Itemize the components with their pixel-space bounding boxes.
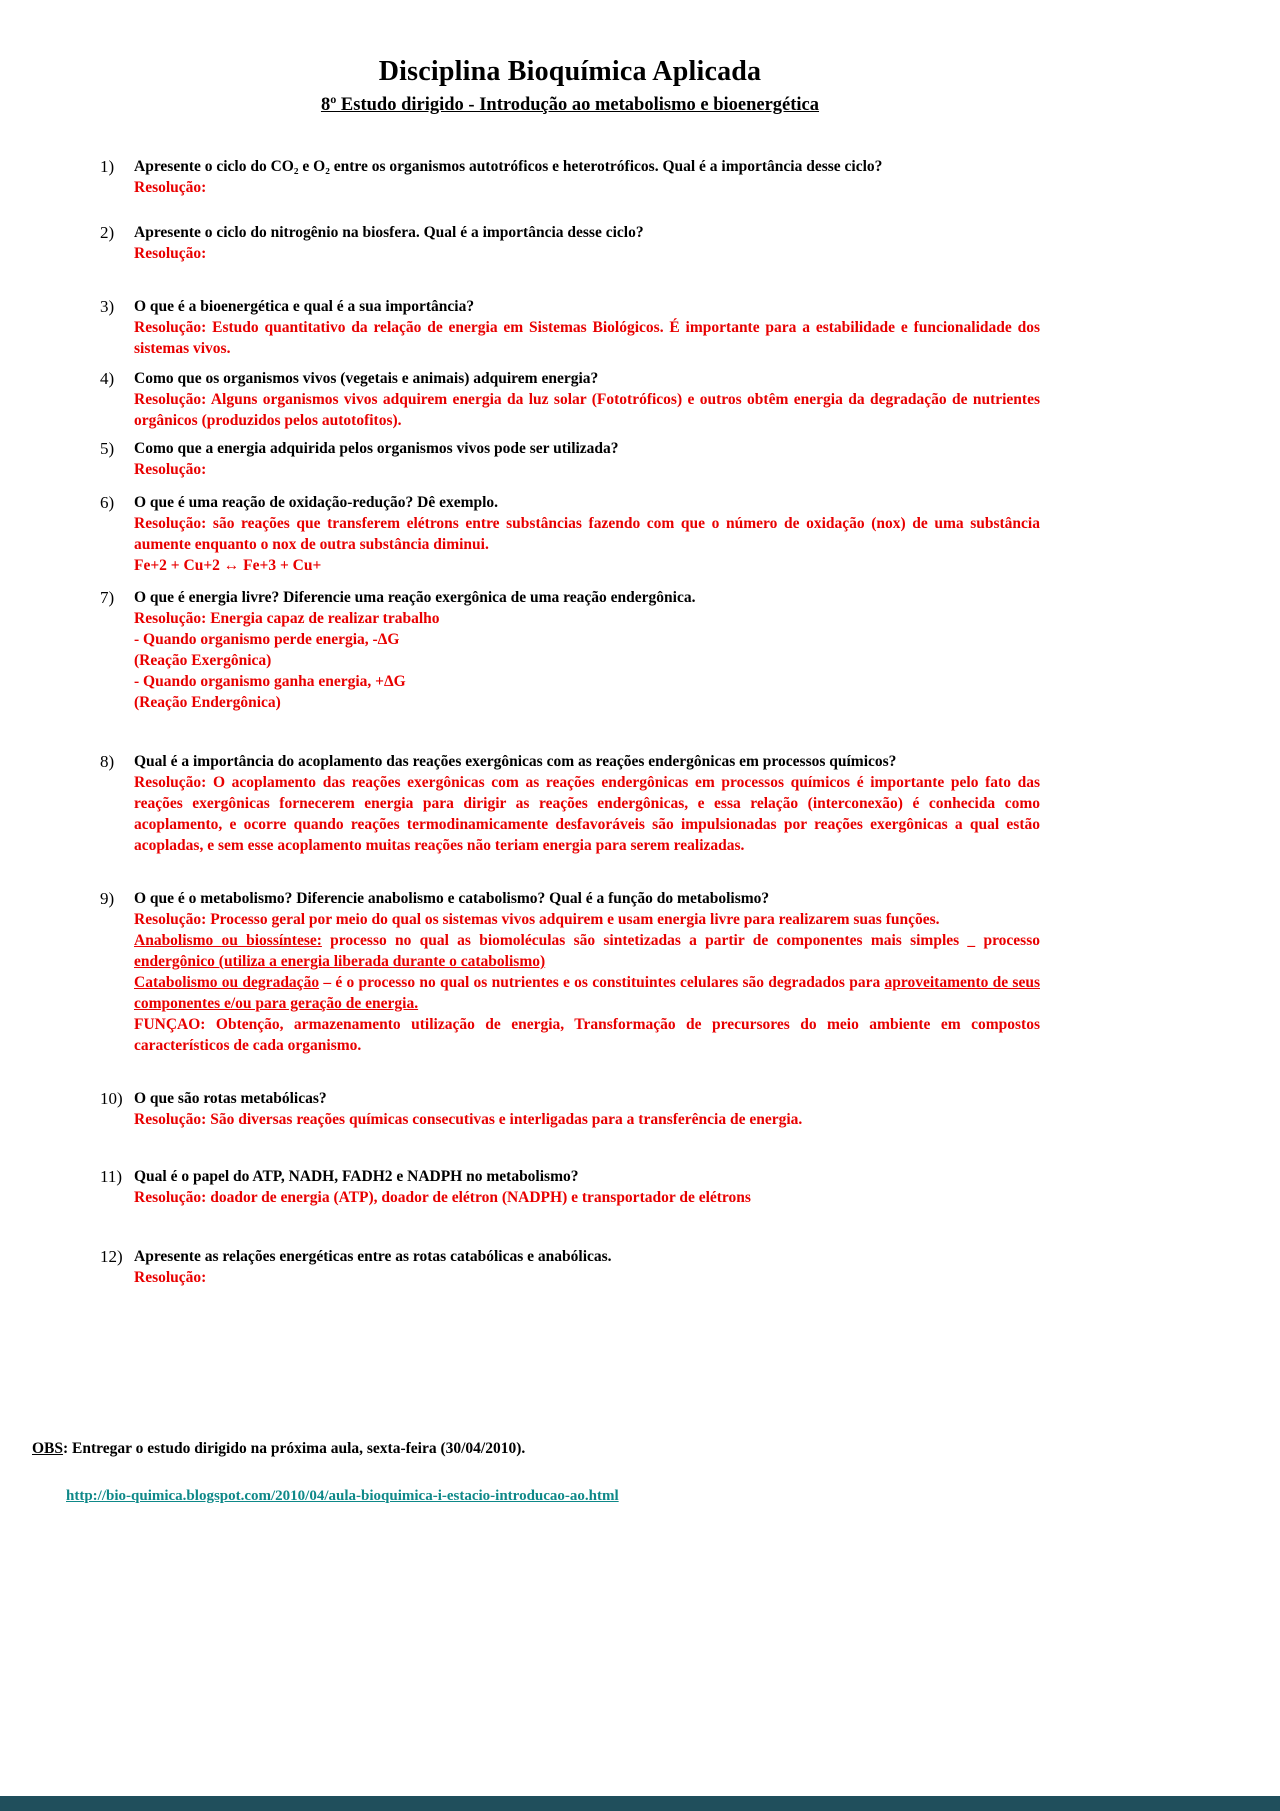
answer-run: Resolução: [134,245,207,262]
answer-paragraph [134,513,1040,555]
question-number: 11) [100,1167,123,1186]
question-number: 4) [100,369,115,388]
footer-area [32,1438,1040,1506]
answer-paragraph [134,671,1040,692]
question-number: 9) [100,889,115,908]
question-text: Qual é a importância do acoplamento das reações exergônicas com as reações endergônicas em processos químicos? [134,753,897,770]
question-number: 12) [100,1247,123,1266]
question-item [100,438,1040,480]
answer-run: - Quando organismo perde energia, -ΔG [134,631,400,648]
questions-list [100,156,1040,1288]
question-item [100,222,1040,264]
answer-run: Resolução: O acoplamento das reações exergônicas com as reações endergônicas em processos químicos é importante pelo fato das reações exergônicas fornecerem energia para dirigir as reações endergônicas, e essa relação (interconexão) é conhecida como acoplamento, e ocorre quando reações termodinamicamente desfavoráveis são impulsionadas por reações exergônicas a qual estão acopladas, e sem esse acoplamento muitas reações não teriam energia para serem realizadas. [134,774,1040,854]
answer-run: Resolução: Processo geral por meio do qual os sistemas vivos adquirem e usam energia livre para realizarem suas funções. [134,911,940,928]
question-item [100,368,1040,431]
question-item [100,492,1040,576]
obs-note [32,1438,1040,1459]
answer-run: – é o processo no qual os nutrientes e os constituintes celulares são degradados para [319,974,885,991]
question-number: 3) [100,297,115,316]
answer-paragraph [134,317,1040,359]
question-number: 6) [100,493,115,512]
question-number: 1) [100,157,115,176]
question-text: Apresente o ciclo do CO₂ e O₂ entre os organismos autotróficos e heterotróficos. Qual é a importância desse ciclo? [134,158,883,175]
answer-paragraph [134,1187,1040,1208]
question-number: 7) [100,588,115,607]
answer-run: Resolução: Alguns organismos vivos adquirem energia da luz solar (Fototróficos) e outros obtêm energia da degradação de nutrientes orgânicos (produzidos pelos autotofitos). [134,391,1040,429]
question-text: Apresente as relações energéticas entre as rotas catabólicas e anabólicas. [134,1248,612,1265]
question-item [100,751,1040,856]
question-item [100,1246,1040,1288]
answer-run: (Reação Exergônica) [134,652,272,669]
question-item [100,1088,1040,1130]
answer-paragraph [134,608,1040,629]
answer-paragraph [134,1267,1040,1288]
question-item [100,587,1040,713]
question-text: O que é energia livre? Diferencie uma reação exergônica de uma reação endergônica. [134,589,696,606]
answer-run: Fe+2 + Cu+2 ↔ Fe+3 + Cu+ [134,557,322,574]
answer-paragraph [134,177,1040,198]
question-number: 2) [100,223,115,242]
answer-paragraph [134,1109,1040,1130]
answer-run: Resolução: Estudo quantitativo da relação de energia em Sistemas Biológicos. É importante para a estabilidade e funcionalidade dos sistemas vivos. [134,319,1040,357]
question-text: Apresente o ciclo do nitrogênio na biosfera. Qual é a importância desse ciclo? [134,224,644,241]
answer-paragraph [134,650,1040,671]
question-text: Como que a energia adquirida pelos organismos vivos pode ser utilizada? [134,440,619,457]
answer-underlined-run: Anabolismo ou biossíntese: [134,932,322,949]
question-item [100,1166,1040,1208]
question-item [100,156,1040,198]
answer-run: Resolução: são reações que transferem elétrons entre substâncias fazendo com que o número de oxidação (nox) de uma substância aumente enquanto o nox de outra substância diminui. [134,515,1040,553]
answer-run: Resolução: doador de energia (ATP), doador de elétron (NADPH) e transportador de elétrons [134,1189,751,1206]
question-item [100,888,1040,1056]
document-title: Disciplina Bioquímica Aplicada [378,56,762,87]
answer-paragraph [134,389,1040,431]
question-text: O que são rotas metabólicas? [134,1090,327,1107]
question-text: Qual é o papel do ATP, NADH, FADH2 e NADPH no metabolismo? [134,1168,579,1185]
question-text: O que é uma reação de oxidação-redução? Dê exemplo. [134,494,499,511]
bottom-bar [0,1796,1280,1811]
blog-link[interactable]: http://bio-quimica.blogspot.com/2010/04/aula-bioquimica-i-estacio-introducao-ao.html [66,1488,619,1504]
answer-run: (Reação Endergônica) [134,694,281,711]
answer-run: Resolução: São diversas reações químicas consecutivas e interligadas para a transferência de energia. [134,1111,803,1128]
answer-paragraph [134,243,1040,264]
answer-paragraph [134,692,1040,713]
answer-paragraph [134,1014,1040,1056]
answer-underlined-run: Catabolismo ou degradação [134,974,320,991]
answer-paragraph [134,930,1040,972]
answer-paragraph [134,972,1040,1014]
document-subtitle: 8º Estudo dirigido - Introdução ao metabolismo e bioenergética [320,95,820,115]
answer-paragraph [134,459,1040,480]
answer-run: Resolução: [134,179,207,196]
question-item [100,296,1040,359]
answer-run: Resolução: [134,1269,207,1286]
question-number: 5) [100,439,115,458]
answer-underlined-run: aproveitamento de seus componentes e/ou para geração de energia. [134,974,1040,1012]
question-text: O que é a bioenergética e qual é a sua importância? [134,298,475,315]
question-number: 10) [100,1089,123,1108]
answer-paragraph [134,629,1040,650]
question-text: Como que os organismos vivos (vegetais e animais) adquirem energia? [134,370,599,387]
question-text: O que é o metabolismo? Diferencie anabolismo e catabolismo? Qual é a função do metabolismo? [134,890,770,907]
answer-underlined-run: endergônico (utiliza a energia liberada durante o catabolismo) [134,953,546,970]
answer-run: processo no qual as biomoléculas são sintetizadas a partir de componentes mais simples _ processo [321,932,1040,949]
answer-paragraph [134,909,1040,930]
answer-run: - Quando organismo ganha energia, +ΔG [134,673,406,690]
obs-label: OBS [32,1440,64,1457]
answer-run: Resolução: Energia capaz de realizar trabalho [134,610,440,627]
answer-run: FUNÇAO: Obtenção, armazenamento utilização de energia, Transformação de precursores do meio ambiente em compostos característicos de cada organismo. [134,1016,1040,1054]
answer-paragraph [134,772,1040,856]
answer-run: Resolução: [134,461,207,478]
question-number: 8) [100,752,115,771]
answer-paragraph [134,555,1040,576]
obs-text: : Entregar o estudo dirigido na próxima aula, sexta-feira (30/04/2010). [63,1440,526,1457]
